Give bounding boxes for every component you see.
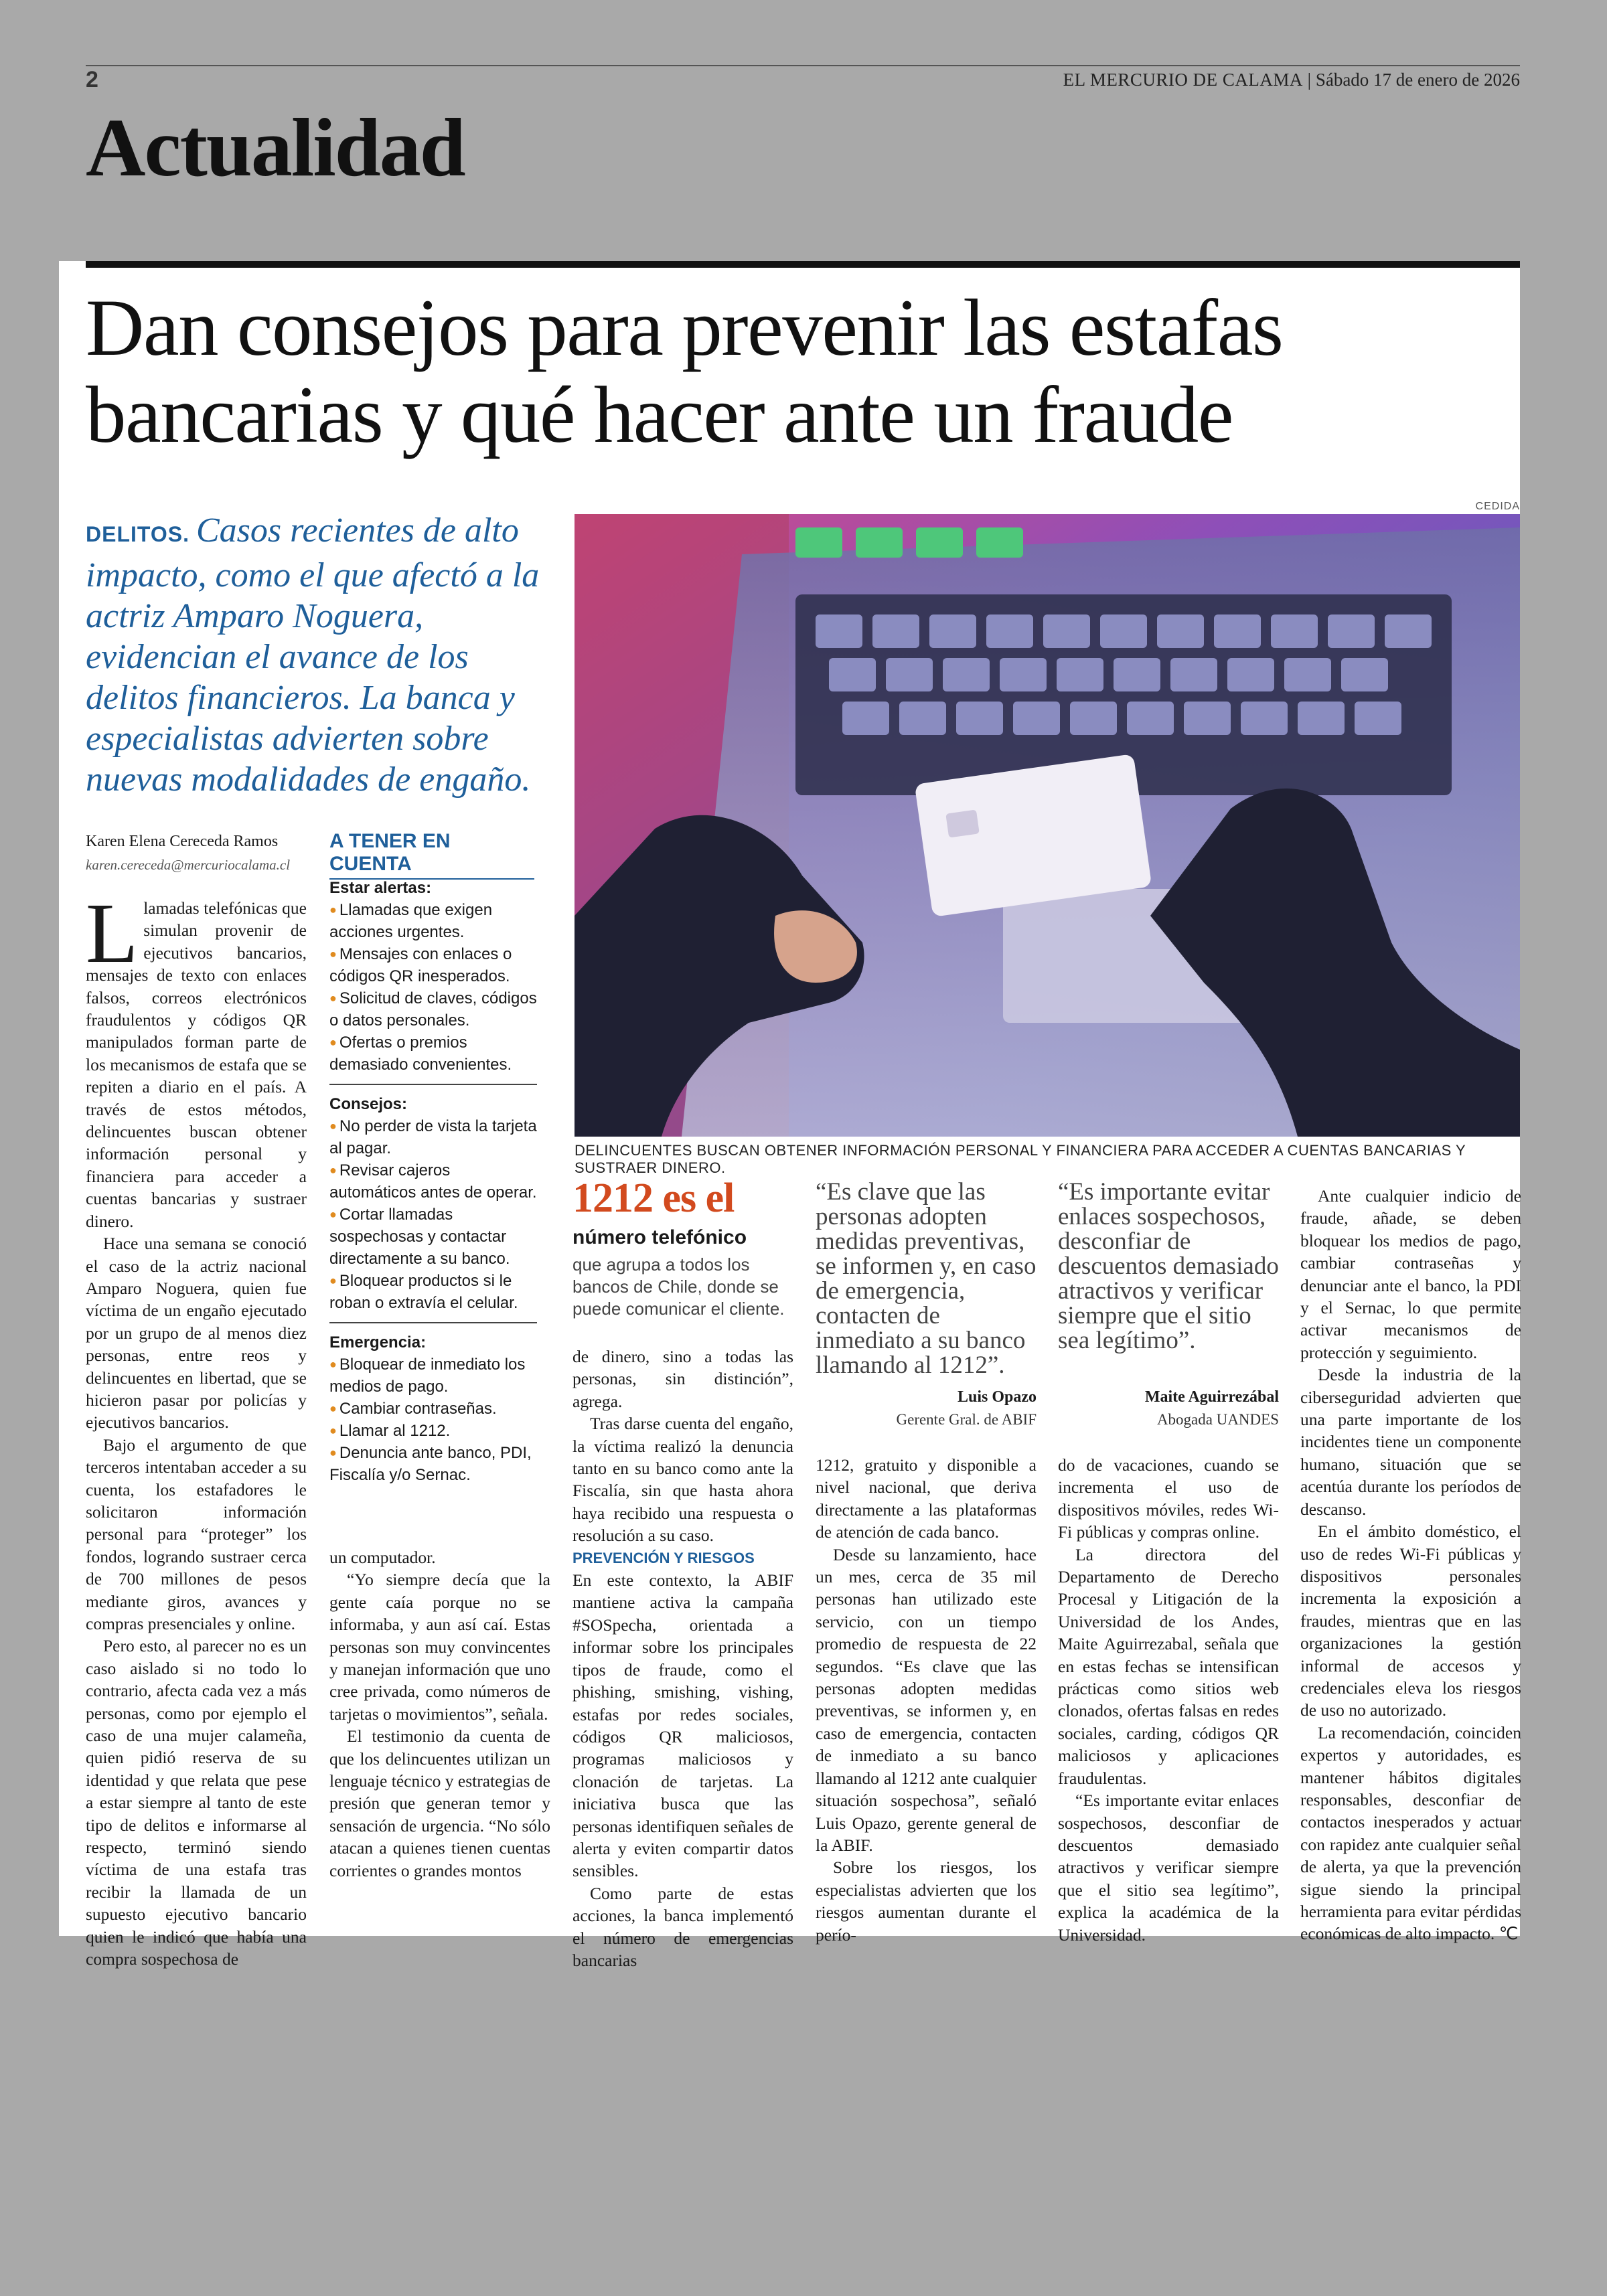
alert-item: ● Llamadas que exigen acciones urgentes. xyxy=(329,899,537,943)
article-top-rule xyxy=(86,261,1520,268)
body-column-4 xyxy=(816,1454,1037,1946)
dropcap: L xyxy=(86,886,139,981)
body-column-1 xyxy=(86,886,307,1971)
divider xyxy=(329,1084,537,1085)
tip-item: ● Cortar llamadas sospechosas y contactar directamente a su banco. xyxy=(329,1204,537,1270)
photo-credit: CEDIDA xyxy=(1475,501,1520,512)
emergency-item: ● Denuncia ante banco, PDI, Fiscalía y/o Sernac. xyxy=(329,1442,537,1486)
alert-item: ● Ofertas o premios demasiado convenientes. xyxy=(329,1032,537,1076)
alert-item: ● Mensajes con enlaces o códigos QR inesperados. xyxy=(329,943,537,987)
tip-item: ● No perder de vista la tarjeta al pagar. xyxy=(329,1115,537,1159)
body-column-2 xyxy=(329,1546,550,1882)
paragraph: Desde la industria de la ciberseguridad advierten que una parte importante de los incidentes tiene un componente humano, situación que se acentúa durante los períodos de descanso. xyxy=(1300,1365,1521,1519)
author-name: Karen Elena Cereceda Ramos xyxy=(86,833,279,850)
paragraph: 1212, gratuito y disponible a nivel nacional, que deriva directamente a las plataformas de atención de cada banco. xyxy=(816,1455,1037,1542)
paragraph: Bajo el argumento de que terceros intentaban acceder a su cuenta, los estafadores le solicitaron información personal para “proteger” los fondos, logrando sustraer cerca de 700 millones de pesos mediante giros, avances y compras presenciales y online. xyxy=(86,1434,307,1633)
paragraph: La directora del Departamento de Derecho Procesal y Litigación de la Universidad de los Andes, Maite Aguirrezabal, señala que en estas fechas se intensifican prácticas como sitios web clonados, ofertas falsas en redes sociales, carding, códigos QR maliciosos y aplicaciones fraudulentas. xyxy=(1058,1544,1279,1788)
emergency-item: ● Cambiar contraseñas. xyxy=(329,1398,537,1420)
section-title: Actualidad xyxy=(86,102,465,193)
paragraph: lamadas telefónicas que simulan provenir de ejecutivos bancarios, mensajes de texto con enlaces falsos, correos electrónicos fraudulentos y códigos QR manipulados forman parte de los mecanismos de estafa que se repiten a diario en el país. A través de estos métodos, delincuentes buscan obtener información personal y financiera para acceder a cuentas bancarias y sustraer dinero. xyxy=(86,898,307,1231)
divider xyxy=(329,1322,537,1323)
info-box xyxy=(329,877,537,1486)
highlight-text: que agrupa a todos los bancos de Chile, donde se puede comunicar el cliente. xyxy=(572,1254,785,1319)
paragraph-text: La recomendación, coinciden expertos y autoridades, es mantener hábitos digitales responsables, desconfiar de contactos inesperados y actuar con rapidez ante cualquier señal de alerta, ya que la prevención sigue siendo la principal herramienta para evitar pérdidas económicas de alto impacto. xyxy=(1300,1722,1521,1944)
paragraph: Ante cualquier indicio de fraude, añade, se deben bloquear los medios de pago, cambiar contraseñas y denunciar ante el banco, la PDI y el Sernac, lo que permite activar mecanismos de protección y seguimiento. xyxy=(1300,1186,1521,1362)
paragraph: Tras darse cuenta del engaño, la víctima realizó la denuncia tanto en su banco como ante la Fiscalía, sin que hasta ahora haya recibido una respuesta o resolución a su caso. xyxy=(572,1414,793,1546)
paragraph: En el ámbito doméstico, el uso de redes Wi-Fi públicas y dispositivos personales incrementa la exposición a fraudes, mientras que en las organizaciones la gestión informal de accesos y credenciales eleva los riesgos de uso no autorizado. xyxy=(1300,1522,1521,1720)
top-rule xyxy=(86,65,1520,66)
paragraph: “Yo siempre decía que la gente caía porque no se informaba, y aun así caí. Estas personas son muy convincentes y manejan información que uno cree privada, como números de tarjetas o movimientos”, señala. xyxy=(329,1570,550,1724)
quote-2-name: Maite Aguirrezábal xyxy=(1144,1388,1279,1406)
quote-2-role: Abogada UANDES xyxy=(1156,1411,1279,1428)
highlight-subtitle: número telefónico xyxy=(572,1226,747,1248)
pull-quote-2: “Es importante evitar enlaces sospechosos, desconfiar de descuentos demasiado atractivos y verificar siempre que el sitio sea legítimo”. xyxy=(1058,1178,1279,1354)
alerts-heading: Estar alertas: xyxy=(329,879,432,897)
emergency-item: ● Bloquear de inmediato los medios de pago. xyxy=(329,1354,537,1398)
subheading: PREVENCIÓN Y RIESGOS xyxy=(572,1549,755,1566)
article-photo xyxy=(575,514,1520,1137)
paragraph xyxy=(1300,1722,1521,1945)
masthead: EL MERCURIO DE CALAMA | Sábado 17 de enero de 2026 xyxy=(1063,70,1520,90)
paragraph: un computador. xyxy=(329,1548,436,1567)
pull-quote-1: “Es clave que las personas adopten medidas preventivas, se informen y, en caso de emergencia, contacten de inmediato a su banco llamando al 1212”. xyxy=(816,1178,1037,1379)
body-column-6 xyxy=(1300,1185,1521,1945)
paragraph: Hace una semana se conoció el caso de la actriz nacional Amparo Noguera, quien fue víctima de un engaño ejecutado por un grupo de al menos diez personas, entre reos y delincuentes en libertad, que se hicieron pasar por policías y ejecutivos bancarios. xyxy=(86,1234,307,1432)
kicker-label: DELITOS. xyxy=(86,522,189,546)
tip-item: ● Bloquear productos si le roban o extravía el celular. xyxy=(329,1270,537,1314)
emergency-item: ● Llamar al 1212. xyxy=(329,1420,537,1442)
highlight-number: 1212 es el xyxy=(572,1175,735,1221)
tip-item: ● Revisar cajeros automáticos antes de operar. xyxy=(329,1159,537,1204)
quote-1-name: Luis Opazo xyxy=(957,1388,1037,1406)
paragraph: de dinero, sino a todas las personas, sin distinción”, agrega. xyxy=(572,1347,793,1411)
hacker-card-illustration xyxy=(575,514,1520,1137)
paragraph: Como parte de estas acciones, la banca implementó el número de emergencias bancarias xyxy=(572,1883,793,1970)
paragraph: do de vacaciones, cuando se incrementa el uso de dispositivos móviles, redes Wi-Fi públicas y compras online. xyxy=(1058,1455,1279,1542)
headline: Dan consejos para prevenir las estafas bancarias y qué hacer ante un fraude xyxy=(86,283,1283,460)
paragraph: Sobre los riesgos, los especialistas advierten que los riesgos aumentan durante el perío- xyxy=(816,1858,1037,1945)
paragraph: Pero esto, al parecer no es un caso aislado si no todo lo contrario, afecta cada vez a más personas, como por ejemplo el caso de una mujer calameña, quien pidió reserva de su identidad y que relata que pese a estar siempre al tanto de este tipo de delitos e informarse al respecto, terminó siendo víctima de una estafa tras recibir la llamada de un supuesto ejecutivo bancario quien le indicó que había una compra sospechosa de xyxy=(86,1636,307,1969)
kicker-text: Casos recientes de alto impacto, como el que afectó a la actriz Amparo Noguera, evidencian el avance de los delitos financieros. La banca y especialistas advierten sobre nuevas modalidades de engaño. xyxy=(86,511,540,799)
emergency-heading: Emergencia: xyxy=(329,1333,427,1351)
author-email[interactable]: karen.cereceda@mercuriocalama.cl xyxy=(86,857,291,873)
body-column-3 xyxy=(572,1345,793,1971)
alert-item: ● Solicitud de claves, códigos o datos personales. xyxy=(329,987,537,1032)
tips-heading: Consejos: xyxy=(329,1095,408,1113)
kicker xyxy=(86,510,548,800)
paragraph: “Es importante evitar enlaces sospechosos, desconfiar de descuentos demasiado atractivos y verificar siempre que el sitio sea legítimo”, explica la académica de la Universidad. xyxy=(1058,1791,1279,1945)
page-number: 2 xyxy=(86,67,98,92)
paragraph: El testimonio da cuenta de que los delincuentes utilizan un lenguaje técnico y estrategias de presión que generan temor y sensación de urgencia. “No sólo atacan a quienes tienen cuentas corrientes o grandes montos xyxy=(329,1726,550,1880)
paragraph: Desde su lanzamiento, hace un mes, cerca de 35 mil personas han utilizado este servicio, con un tiempo promedio de respuesta de 22 segundos. “Es clave que las personas adopten medidas preventivas, se informen y, en caso de emergencia, contacten de inmediato a su banco llamando al 1212 ante cualquier situación sospechosa”, señaló Luis Opazo, gerente general de la ABIF. xyxy=(816,1544,1037,1855)
paragraph: En este contexto, la ABIF mantiene activa la campaña #SOSpecha, orientada a informar sobre los principales tipos de fraude, como el phishing, smishing, vishing, estafas por redes sociales, códigos QR maliciosos, programas maliciosos y clonación de tarjetas. La iniciativa busca que las personas identifiquen señales de alerta y eviten compartir datos sensibles. xyxy=(572,1570,793,1881)
end-mark-icon: ℃ xyxy=(1499,1924,1519,1944)
issue-date: Sábado 17 de enero de 2026 xyxy=(1315,70,1520,90)
photo-caption: DELINCUENTES BUSCAN OBTENER INFORMACIÓN PERSONAL Y FINANCIERA PARA ACCEDER A CUENTAS BANCARIAS Y SUSTRAER DINERO. xyxy=(575,1142,1466,1176)
newspaper-name: EL MERCURIO DE CALAMA xyxy=(1063,70,1303,90)
quote-1-role: Gerente Gral. de ABIF xyxy=(896,1411,1037,1428)
info-box-title: A TENER EN CUENTA xyxy=(329,830,534,880)
body-column-5 xyxy=(1058,1454,1279,1946)
